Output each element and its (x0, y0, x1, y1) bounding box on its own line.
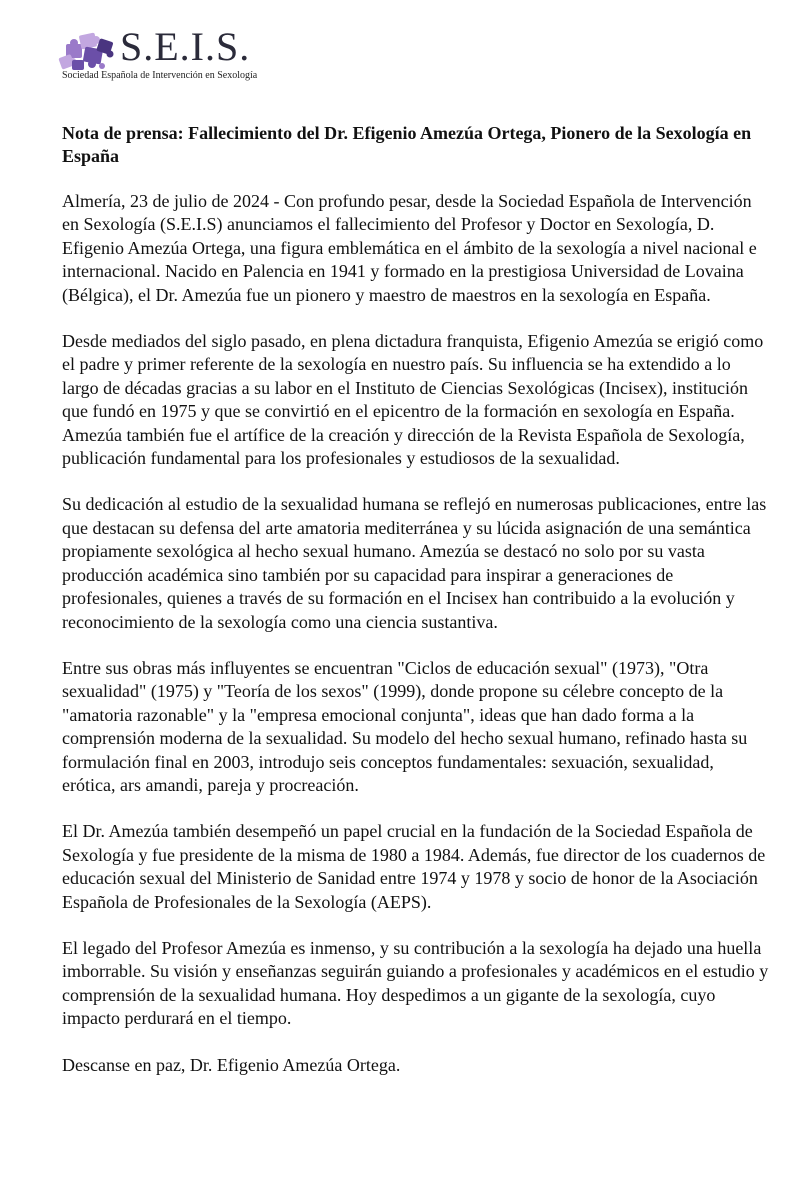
paragraph-2: Desde mediados del siglo pasado, en plena dictadura franquista, Efigenio Amezúa se erigió como el padre y primer referente de la sexología en nuestro país. Su influencia se ha extendido a lo largo de décadas gracias a su labor en el Instituto de Ciencias Sexológicas (Incisex), institución que fundó en 1975 y que se convirtió en el epicentro de la formación en sexología en España. Amezúa también fue el artífice de la creación y dirección de la Revista Española de Sexología, publicación fundamental para los profesionales y estudiosos de la sexualidad. (62, 331, 764, 469)
press-release-title: Nota de prensa: Fallecimiento del Dr. Efigenio Amezúa Ortega, Pionero de la Sexología en España (62, 123, 752, 166)
logo-acronym: S.E.I.S. (120, 24, 251, 69)
logo-full-name: Sociedad Española de Intervención en Sexología (62, 70, 258, 81)
paragraph-3: Su dedicación al estudio de la sexualidad humana se reflejó en numerosas publicaciones, entre las que destacan su defensa del arte amatoria mediterránea y su lúcida asignación de una semántica propiamente sexológica al hecho sexual humano. Amezúa se destacó no solo por su vasta producción académica sino también por su capacidad para inspirar a generaciones de profesionales, quienes a través de su formación en el Incisex han contribuido a la evolución y reconocimiento de la sexología como una ciencia sustantiva. (62, 494, 767, 632)
paragraph-4: Entre sus obras más influyentes se encuentran "Ciclos de educación sexual" (1973), "Otra sexualidad" (1975) y "Teoría de los sexos" (1999), donde propone su célebre concepto de la "amatoria razonable" y la "empresa emocional conjunta", ideas que han dado forma a la comprensión moderna de la sexualidad. Su modelo del hecho sexual humano, refinado hasta su formulación final en 2003, introdujo seis conceptos fundamentales: sexuación, sexualidad, erótica, ars amandi, pareja y procreación. (62, 657, 748, 795)
press-release-body (62, 122, 770, 1077)
puzzle-pieces-icon (58, 28, 118, 74)
closing-line: Descanse en paz, Dr. Efigenio Amezúa Ortega. (62, 1054, 401, 1075)
paragraph-6: El legado del Profesor Amezúa es inmenso, y su contribución a la sexología ha dejado una huella imborrable. Su visión y enseñanzas seguirán guiando a profesionales y académicos en el estudio y comprensión de la sexualidad humana. Hoy despedimos a un gigante de la sexología, cuyo impacto perdurará en el tiempo. (62, 937, 769, 1029)
paragraph-5: El Dr. Amezúa también desempeñó un papel crucial en la fundación de la Sociedad Española de Sexología y fue presidente de la misma de 1980 a 1984. Además, fue director de los cuadernos de educación sexual del Ministerio de Sanidad entre 1974 y 1978 y socio de honor de la Asociación Española de Profesionales de la Sexología (AEPS). (62, 821, 766, 912)
paragraph-1: Almería, 23 de julio de 2024 - Con profundo pesar, desde la Sociedad Española de Intervención en Sexología (S.E.I.S) anunciamos el fallecimiento del Profesor y Doctor en Sexología, D. Efigenio Amezúa Ortega, una figura emblemática en el ámbito de la sexología a nivel nacional e internacional. Nacido en Palencia en 1941 y formado en la prestigiosa Universidad de Lovaina (Bélgica), el Dr. Amezúa fue un pionero y maestro de maestros en la sexología en España. (62, 191, 757, 305)
organization-header (58, 22, 298, 84)
